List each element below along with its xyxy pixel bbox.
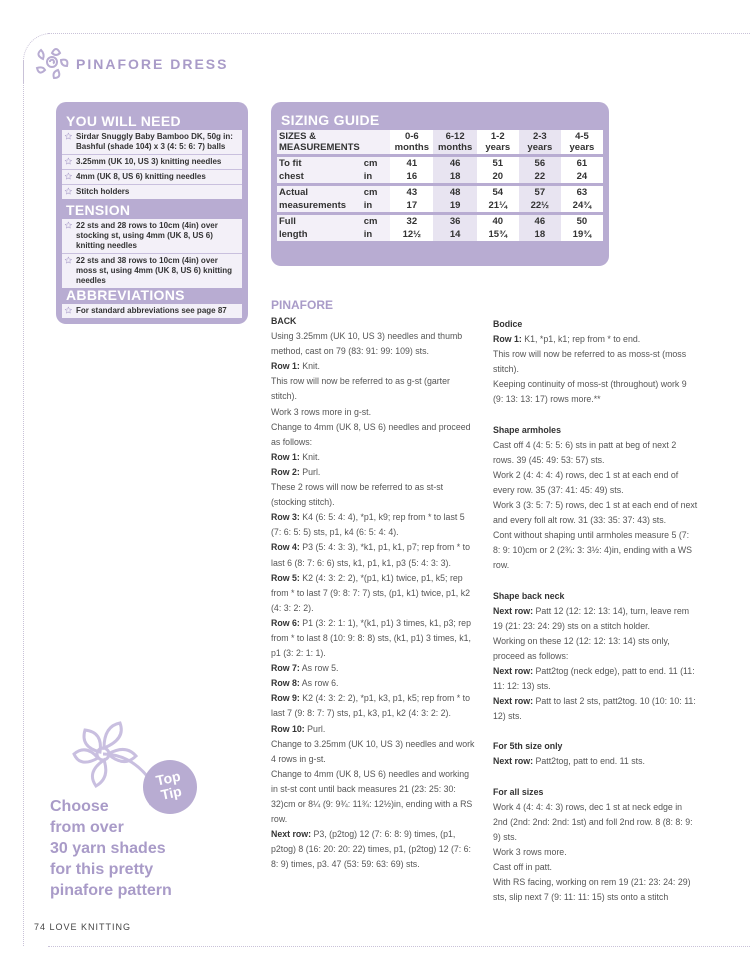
paragraph: With RS facing, working on rem 19 (21: 23: 24: 29) sts, slip next 7 (9: 11: 11: 15) sts onto a stitch [493, 877, 691, 903]
table-row: length in 12½ 14 15¾ 18 19¾ [277, 228, 603, 241]
tension-list [62, 219, 242, 288]
list-item: ✩ Stitch holders [65, 187, 130, 196]
row-label: Row 1: [271, 451, 300, 462]
page-frame-top [48, 33, 750, 34]
row-text: Patt2tog (neck edge), patt to end. 11 (11: 11: 12: 13) sts. [493, 665, 695, 692]
paragraph: Using 3.25mm (UK 10, US 3) needles and thumb method, cast on 79 (83: 91: 99: 109) sts. [271, 331, 463, 357]
page-folio: 74 LOVE KNITTING [34, 922, 132, 932]
paragraph: Work 3 rows more in g-st. [271, 406, 372, 417]
you-will-need-list [62, 130, 242, 199]
paragraph: Work 3 rows more. [493, 846, 567, 857]
row-text: Patt to last 2 sts, patt2tog. 10 (10: 10: 11: 12) sts. [493, 696, 696, 722]
page-frame-bottom [48, 946, 750, 947]
instruction-row [271, 661, 476, 676]
list-item: ✩ 22 sts and 28 rows to 10cm (4in) over stocking st, using 4mm (UK 8, US 6) knitting needles [62, 219, 242, 254]
table-row: To fit cm 41 46 51 56 61 [277, 156, 603, 171]
row-text: K4 (6: 5: 4: 4), *p1, k9; rep from * to last 5 (7: 6: 5: 5) sts, p1, k4 (6: 5: 4: 4). [271, 512, 465, 538]
star-bullet-icon: ✩ [65, 221, 72, 230]
row-label: Row 7: [271, 663, 300, 674]
row-label: Row 3: [271, 512, 300, 523]
row-text: P3, (p2tog) 12 (7: 6: 8: 9) times, (p1, p2tog) 8 (16: 20: 20: 22) times, p1, (p2tog) 12 (7: 6: 8: 9) times, p3. 47 (53: 59: 63: 69) sts. [271, 829, 472, 870]
paragraph: Change to 3.25mm (UK 10, US 3) needles and work 4 rows in g-st. [271, 738, 475, 764]
paragraph: Working on these 12 (12: 12: 13: 14) sts only, proceed as follows: [493, 635, 670, 661]
instruction-row [271, 571, 476, 616]
instruction-row [271, 827, 476, 872]
list-item: ✩ For standard abbreviations see page 87 [65, 306, 227, 315]
row-text: Purl. [299, 466, 321, 477]
instruction-row [493, 754, 698, 769]
tension-heading: TENSION [66, 202, 131, 218]
size-col-header: 4-5 years [561, 130, 603, 156]
swirl-flower-icon [28, 40, 76, 88]
row-label: Next row: [493, 605, 534, 616]
paragraph: Cast off 4 (4: 5: 5: 6) sts in patt at beg of next 2 rows. 39 (45: 49: 53: 57) sts. [493, 439, 677, 465]
paragraph: This row will now be referred to as g-st (garter stitch). [271, 376, 450, 402]
row-label: Row 1: [493, 334, 522, 345]
star-bullet-icon: ✩ [65, 132, 72, 141]
row-text: Purl. [304, 723, 326, 734]
row-label: Next row: [493, 696, 534, 707]
row-label: Row 2: [271, 466, 300, 477]
row-label: Row 10: [271, 723, 305, 734]
row-label: Row 4: [271, 542, 300, 553]
star-bullet-icon: ✩ [65, 157, 72, 166]
paragraph: Cont without shaping until armholes measure 5 (7: 8: 9: 10)cm or 2 (2¾: 3: 3½: 4)in, ending with a WS row. [493, 530, 693, 571]
you-will-need-heading: YOU WILL NEED [66, 113, 181, 129]
paragraph: These 2 rows will now be referred to as st-st (stocking stitch). [271, 482, 444, 508]
abbreviations-heading: ABBREVIATIONS [66, 287, 185, 303]
paragraph: Change to 4mm (UK 8, US 6) needles and working in st-st cont until back measures 21 (23: 25: 30: 32)cm or 8¼ (9: 9¾: 11¾: 12½)in, ending with a RS row. [271, 768, 473, 825]
subheading: Shape back neck [493, 590, 565, 601]
size-col-header: 2-3 years [519, 130, 561, 156]
spacer [493, 770, 698, 785]
row-text: As row 6. [299, 678, 339, 689]
list-item: ✩ Sirdar Snuggly Baby Bamboo DK, 50g in: Bashful (shade 104) x 3 (4: 5: 6: 7) balls [62, 130, 242, 155]
subheading: BACK [271, 316, 297, 326]
sizing-table [277, 130, 603, 241]
table-header-row [277, 130, 603, 156]
instruction-row [271, 722, 476, 737]
size-col-header: 0-6 months [390, 130, 433, 156]
star-bullet-icon: ✩ [65, 187, 72, 196]
table-row: Actual cm 43 48 54 57 63 [277, 185, 603, 200]
abbreviations-list [62, 304, 242, 318]
row-label: Row 6: [271, 617, 300, 628]
instruction-row [493, 332, 698, 347]
row-text: P1 (3: 2: 1: 1), *(k1, p1) 3 times, k1, p3; rep from * to last 8 (10: 9: 8: 8) sts, (k1, p1) 3 times, k1, p1 (3: 2: 1: 1). [271, 617, 471, 659]
list-item: ✩ 22 sts and 38 rows to 10cm (4in) over moss st, using 4mm (UK 8, US 6) knitting needles [65, 256, 233, 285]
row-label: Row 5: [271, 572, 300, 583]
row-text: P3 (5: 4: 3: 3), *k1, p1, k1, p7; rep from * to last 6 (8: 7: 6: 6) sts, k1, p1, k1, p3 (5: 4: 3: 3). [271, 542, 471, 568]
section-title: PINAFORE [271, 298, 334, 312]
subheading: For 5th size only [493, 741, 563, 752]
row-text: Patt2tog, patt to end. 11 sts. [533, 756, 645, 767]
row-text: Knit. [299, 451, 320, 462]
top-tip-badge: Top Tip [138, 755, 202, 819]
instruction-row [271, 540, 476, 570]
spacer [493, 724, 698, 739]
subheading: For all sizes [493, 786, 544, 797]
row-text: K2 (4: 3: 2: 2), *(p1, k1) twice, p1, k5; rep from * to last 7 (9: 8: 7: 7) sts, (p1, k1) twice, p1, k2 (4: 3: 2: 2). [271, 572, 470, 613]
row-label: Row 9: [271, 693, 300, 704]
list-item: ✩ 3.25mm (UK 10, US 3) knitting needles [62, 155, 242, 170]
star-bullet-icon: ✩ [65, 172, 72, 181]
table-row: Full cm 32 36 40 46 50 [277, 214, 603, 229]
instruction-row [493, 604, 698, 634]
pattern-right-column [493, 317, 698, 905]
subheading: Shape armholes [493, 424, 561, 435]
paragraph: Work 4 (4: 4: 4: 3) rows, dec 1 st at neck edge in 2nd (2nd: 2nd: 2nd: 1st) and foll 2nd row. 8 (8: 8: 9: 9) sts. [493, 801, 693, 842]
spacer [493, 408, 698, 423]
paragraph: Work 3 (3: 5: 7: 5) rows, dec 1 st at each end of next and every foll alt row. 31 (33: 35: 37: 43) sts. [493, 500, 698, 526]
page-frame-left [23, 60, 24, 946]
paragraph: Keeping continuity of moss-st (throughout) work 9 (9: 13: 13: 17) rows more.** [493, 379, 687, 405]
instruction-row [271, 359, 476, 374]
paragraph: Work 2 (4: 4: 4: 4) rows, dec 1 st at each end of every row. 35 (37: 41: 45: 49) sts. [493, 469, 679, 495]
instruction-row [493, 694, 698, 724]
list-item: ✩ 4mm (UK 8, US 6) knitting needles [62, 170, 242, 185]
row-label: Next row: [271, 829, 312, 840]
you-will-need-panel [56, 102, 248, 324]
paragraph: Change to 4mm (UK 8, US 6) needles and proceed as follows: [271, 421, 471, 447]
row-label: Next row: [493, 665, 534, 676]
sizing-guide-panel [271, 102, 609, 266]
row-label: Row 1: [271, 361, 300, 372]
row-text: Knit. [299, 361, 320, 372]
instruction-row [271, 450, 476, 465]
pattern-left-column [271, 298, 476, 872]
table-row: measurements in 17 19 21¼ 22½ 24¾ [277, 199, 603, 214]
spacer [493, 574, 698, 589]
instruction-row [493, 664, 698, 694]
paragraph: This row will now be referred to as moss-st (moss stitch). [493, 349, 687, 375]
instruction-row [271, 691, 476, 721]
row-text: K1, *p1, k1; rep from * to end. [521, 334, 641, 345]
row-text: Patt 12 (12: 12: 13: 14), turn, leave rem 19 (21: 23: 24: 29) sts on a stitch holder. [493, 605, 690, 631]
page-title: PINAFORE DRESS [76, 56, 229, 72]
table-row: chest in 16 18 20 22 24 [277, 170, 603, 185]
instruction-row [271, 510, 476, 540]
table-header-label: SIZES & MEASUREMENTS [277, 130, 362, 156]
instruction-row [271, 616, 476, 661]
size-col-header: 1-2 years [477, 130, 519, 156]
instruction-row [271, 676, 476, 691]
size-col-header: 6-12 months [433, 130, 476, 156]
paragraph: Cast off in patt. [493, 862, 553, 872]
star-bullet-icon: ✩ [65, 306, 72, 315]
instruction-row [271, 465, 476, 480]
row-label: Row 8: [271, 678, 300, 689]
row-label: Next row: [493, 756, 534, 767]
row-text: As row 5. [299, 663, 339, 674]
subheading: Bodice [493, 319, 523, 329]
row-text: K2 (4: 3: 2: 2), *p1, k3, p1, k5; rep from * to last 7 (9: 8: 7: 7) sts, p1, k3, p1, k2 (4: 3: 2: 2). [271, 693, 471, 719]
top-tip-text: Choose from over 30 yarn shades for this pretty pinafore pattern [50, 798, 172, 899]
sizing-guide-heading: SIZING GUIDE [281, 112, 380, 128]
star-bullet-icon: ✩ [65, 256, 72, 265]
